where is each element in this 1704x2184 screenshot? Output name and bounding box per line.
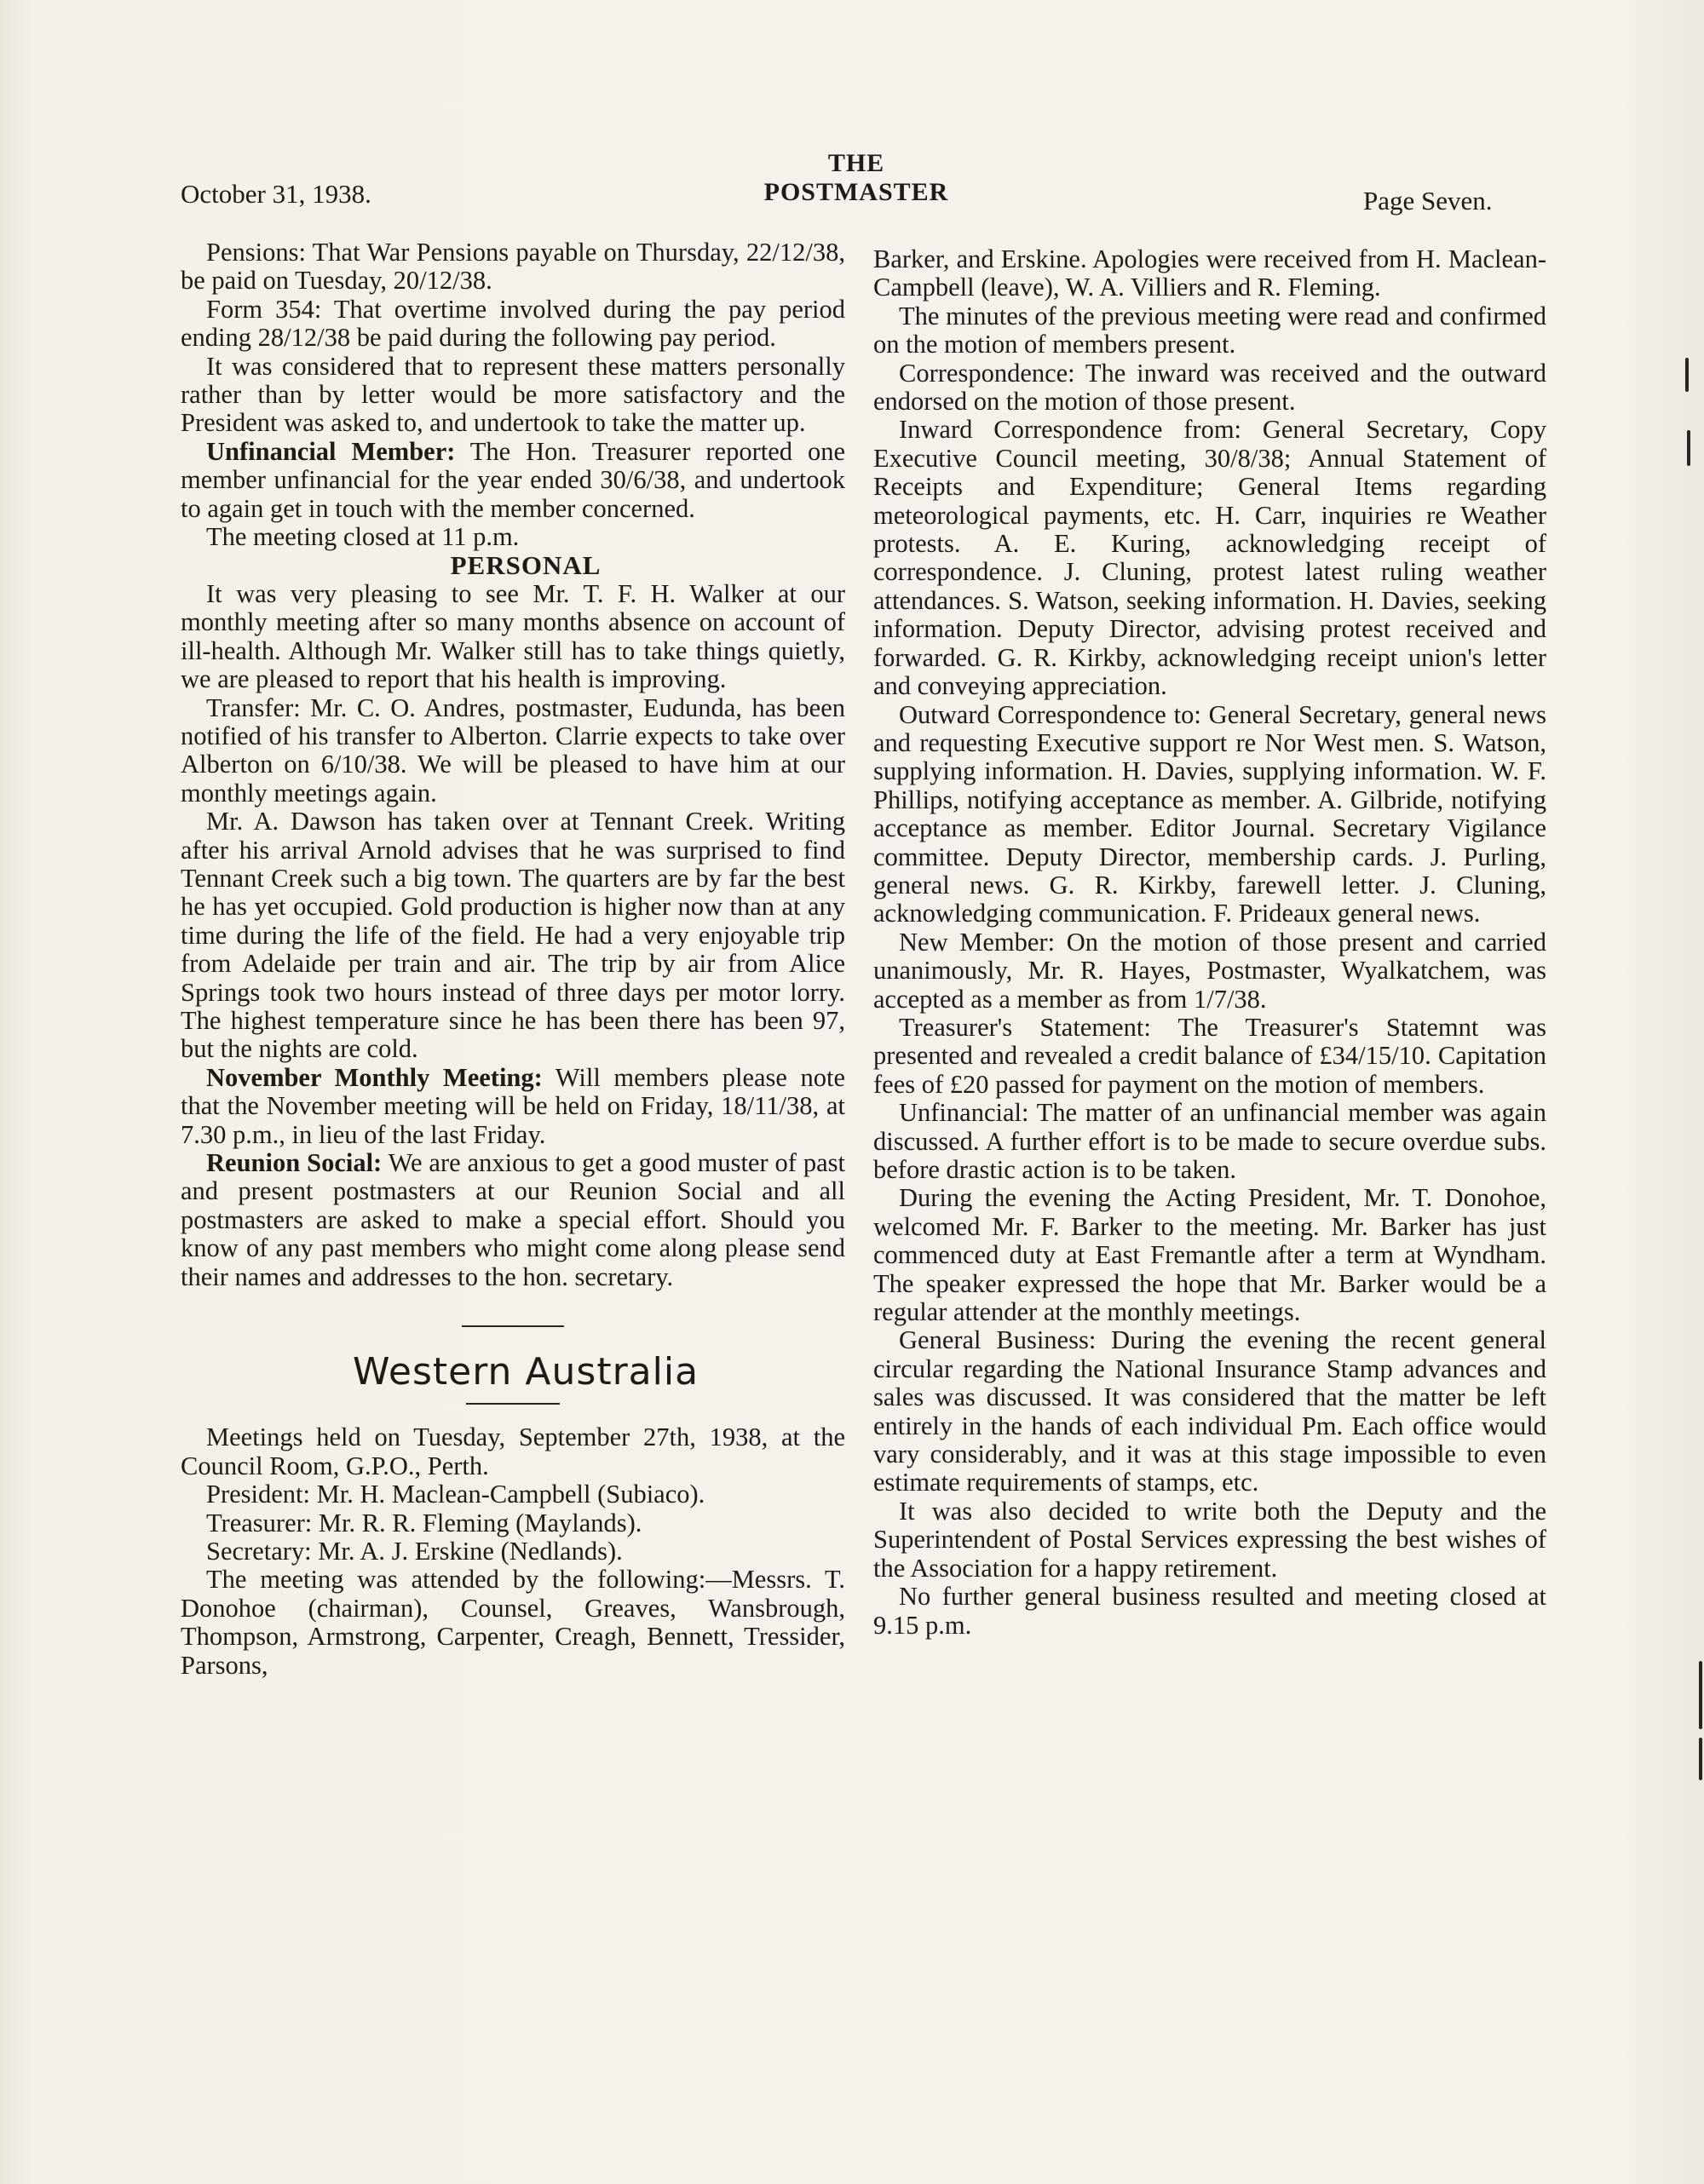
masthead <box>750 149 963 207</box>
binding-mark <box>1685 358 1689 392</box>
paragraph: It was considered that to represent these matters personally rather than by letter would be more satisfactory and the President was asked to, and undertook to take the matter up. <box>181 351 845 438</box>
paragraph <box>181 1149 845 1291</box>
paragraph: The meeting was attended by the following:—Messrs. T. Donohoe (chairman), Counsel, Greaves, Wansbrough, Thompson, Armstrong, Carpenter, Creagh, Bennett, Tressider, Parsons, <box>181 1565 845 1680</box>
paragraph: Barker, and Erskine. Apologies were received from H. Maclean-Campbell (leave), W. A. Villiers and R. Fleming. <box>873 244 1546 302</box>
paragraph: Inward Correspondence from: General Secretary, Copy Executive Council meeting, 30/8/38; Annual Statement of Receipts and Expenditure; General Items regarding meteorological payments, etc. H. Carr, inquiries re Weather protests. A. E. Kuring, acknowledging receipt of correspondence. J. Cluning, protest latest ruling weather attendances. S. Watson, seeking information. H. Davies, seeking information. Deputy Director, advising protest received and forwarded. G. R. Kirkby, acknowledging receipt union's letter and conveying appreciation. <box>873 415 1546 701</box>
binding-mark <box>1699 1738 1702 1780</box>
section-heading-western-australia: Western Australia <box>352 1350 699 1394</box>
left-column <box>181 239 845 1680</box>
paragraph-text: The Hon. Treasurer reported one member unfinancial for the year ended 30/6/38, and undertook to again get in touch with the member concerned. <box>181 436 845 523</box>
paragraph: Transfer: Mr. C. O. Andres, postmaster, Eudunda, has been notified of his transfer to Alberton. Clarrie expects to take over Alberton on 6/10/38. We will be pleased to have him at our monthly meetings again. <box>181 693 845 808</box>
paragraph <box>181 438 845 523</box>
paragraph: Treasurer: Mr. R. R. Fleming (Maylands). <box>206 1508 642 1537</box>
paragraph: President: Mr. H. Maclean-Campbell (Subiaco). <box>206 1480 705 1509</box>
paragraph-text: Will members please note that the November meeting will be held on Friday, 18/11/38, at 7.30 p.m., in lieu of the last Friday. <box>181 1062 845 1149</box>
paragraph: Meetings held on Tuesday, September 27th, 1938, at the Council Room, G.P.O., Perth. <box>181 1422 845 1480</box>
paragraph-label: Unfinancial Member: <box>206 436 456 466</box>
paragraph: General Business: During the evening the recent general circular regarding the National Insurance Stamp advances and sales was discussed. It was considered that the matter be left entirely in the hands of each individual Pm. Each office would vary considerably, and it was at this stage impossible to even estimate requirements of stamps, etc. <box>873 1325 1546 1497</box>
paragraph: Secretary: Mr. A. J. Erskine (Nedlands). <box>206 1537 623 1566</box>
paragraph: Treasurer's Statement: The Treasurer's Statemnt was presented and revealed a credit balance of £34/15/10. Capitation fees of £20 passed for payment on the motion of members. <box>873 1012 1546 1099</box>
paragraph: The minutes of the previous meeting were read and confirmed on the motion of members present. <box>873 301 1546 359</box>
page-number: Page Seven. <box>1363 186 1493 216</box>
binding-mark <box>1687 430 1690 466</box>
paragraph-label: November Monthly Meeting: <box>206 1062 543 1092</box>
paragraph: Correspondence: The inward was received and the outward endorsed on the motion of those present. <box>873 358 1546 417</box>
right-column <box>873 245 1546 1640</box>
paragraph: No further general business resulted and meeting closed at 9.15 p.m. <box>873 1582 1546 1640</box>
paragraph: Pensions: That War Pensions payable on Thursday, 22/12/38, be paid on Tuesday, 20/12/38. <box>181 238 845 296</box>
section-heading-personal: PERSONAL <box>450 550 602 581</box>
paragraph <box>181 1064 845 1149</box>
issue-date: October 31, 1938. <box>181 179 371 209</box>
heading-underline <box>466 1403 560 1405</box>
paragraph-text: We are anxious to get a good muster of past and present postmasters at our Reunion Social and all postmasters are asked to make a special effort. Should you know of any past members who might come along please send their names and addresses to the hon. secretary. <box>181 1148 846 1291</box>
paragraph: It was very pleasing to see Mr. T. F. H. Walker at our monthly meeting after so many months absence on account of ill-health. Although Mr. Walker still has to take things quietly, we are pleased to report that his health is improving. <box>181 578 845 694</box>
masthead-the: THE <box>827 149 885 177</box>
masthead-title: POSTMASTER <box>763 178 949 206</box>
paragraph: It was also decided to write both the Deputy and the Superintendent of Postal Services expressing the best wishes of the Association for a happy retirement. <box>873 1496 1546 1583</box>
section-divider <box>462 1325 564 1327</box>
binding-mark <box>1699 1661 1702 1729</box>
paragraph: Unfinancial: The matter of an unfinancial member was again discussed. A further effort is to be made to secure overdue subs. before drastic action is to be taken. <box>873 1098 1546 1184</box>
paragraph: The meeting closed at 11 p.m. <box>206 522 520 552</box>
paragraph: Form 354: That overtime involved during the pay period ending 28/12/38 be paid during the following pay period. <box>181 294 845 353</box>
paragraph: New Member: On the motion of those present and carried unanimously, Mr. R. Hayes, Postmaster, Wyalkatchem, was accepted as a member as from 1/7/38. <box>873 927 1546 1014</box>
paragraph: During the evening the Acting President, Mr. T. Donohoe, welcomed Mr. F. Barker to the meeting. Mr. Barker has just commenced duty at East Fremantle after a term at Wyndham. The speaker expressed the hope that Mr. Barker would be a regular attender at the monthly meetings. <box>873 1183 1546 1327</box>
paragraph: Mr. A. Dawson has taken over at Tennant Creek. Writing after his arrival Arnold advises that he was surprised to find Tennant Creek such a big town. The quarters are by far the best he has yet occupied. Gold production is higher now than at any time during the life of the field. He had a very enjoyable trip from Adelaide per train and air. The trip by air from Alice Springs took two hours instead of three days per motor lorry. The highest temperature since he has been there has been 97, but the nights are cold. <box>181 807 845 1064</box>
paragraph-label: Reunion Social: <box>206 1148 383 1177</box>
paragraph: Outward Correspondence to: General Secretary, general news and requesting Executive support re Nor West men. S. Watson, supplying information. H. Davies, supplying information. W. F. Phillips, notifying acceptance as member. A. Gilbride, notifying acceptance as member. Editor Journal. Secretary Vigilance committee. Deputy Director, membership cards. J. Purling, general news. G. R. Kirkby, farewell letter. J. Cluning, acknowledging communication. F. Prideaux general news. <box>873 699 1546 928</box>
